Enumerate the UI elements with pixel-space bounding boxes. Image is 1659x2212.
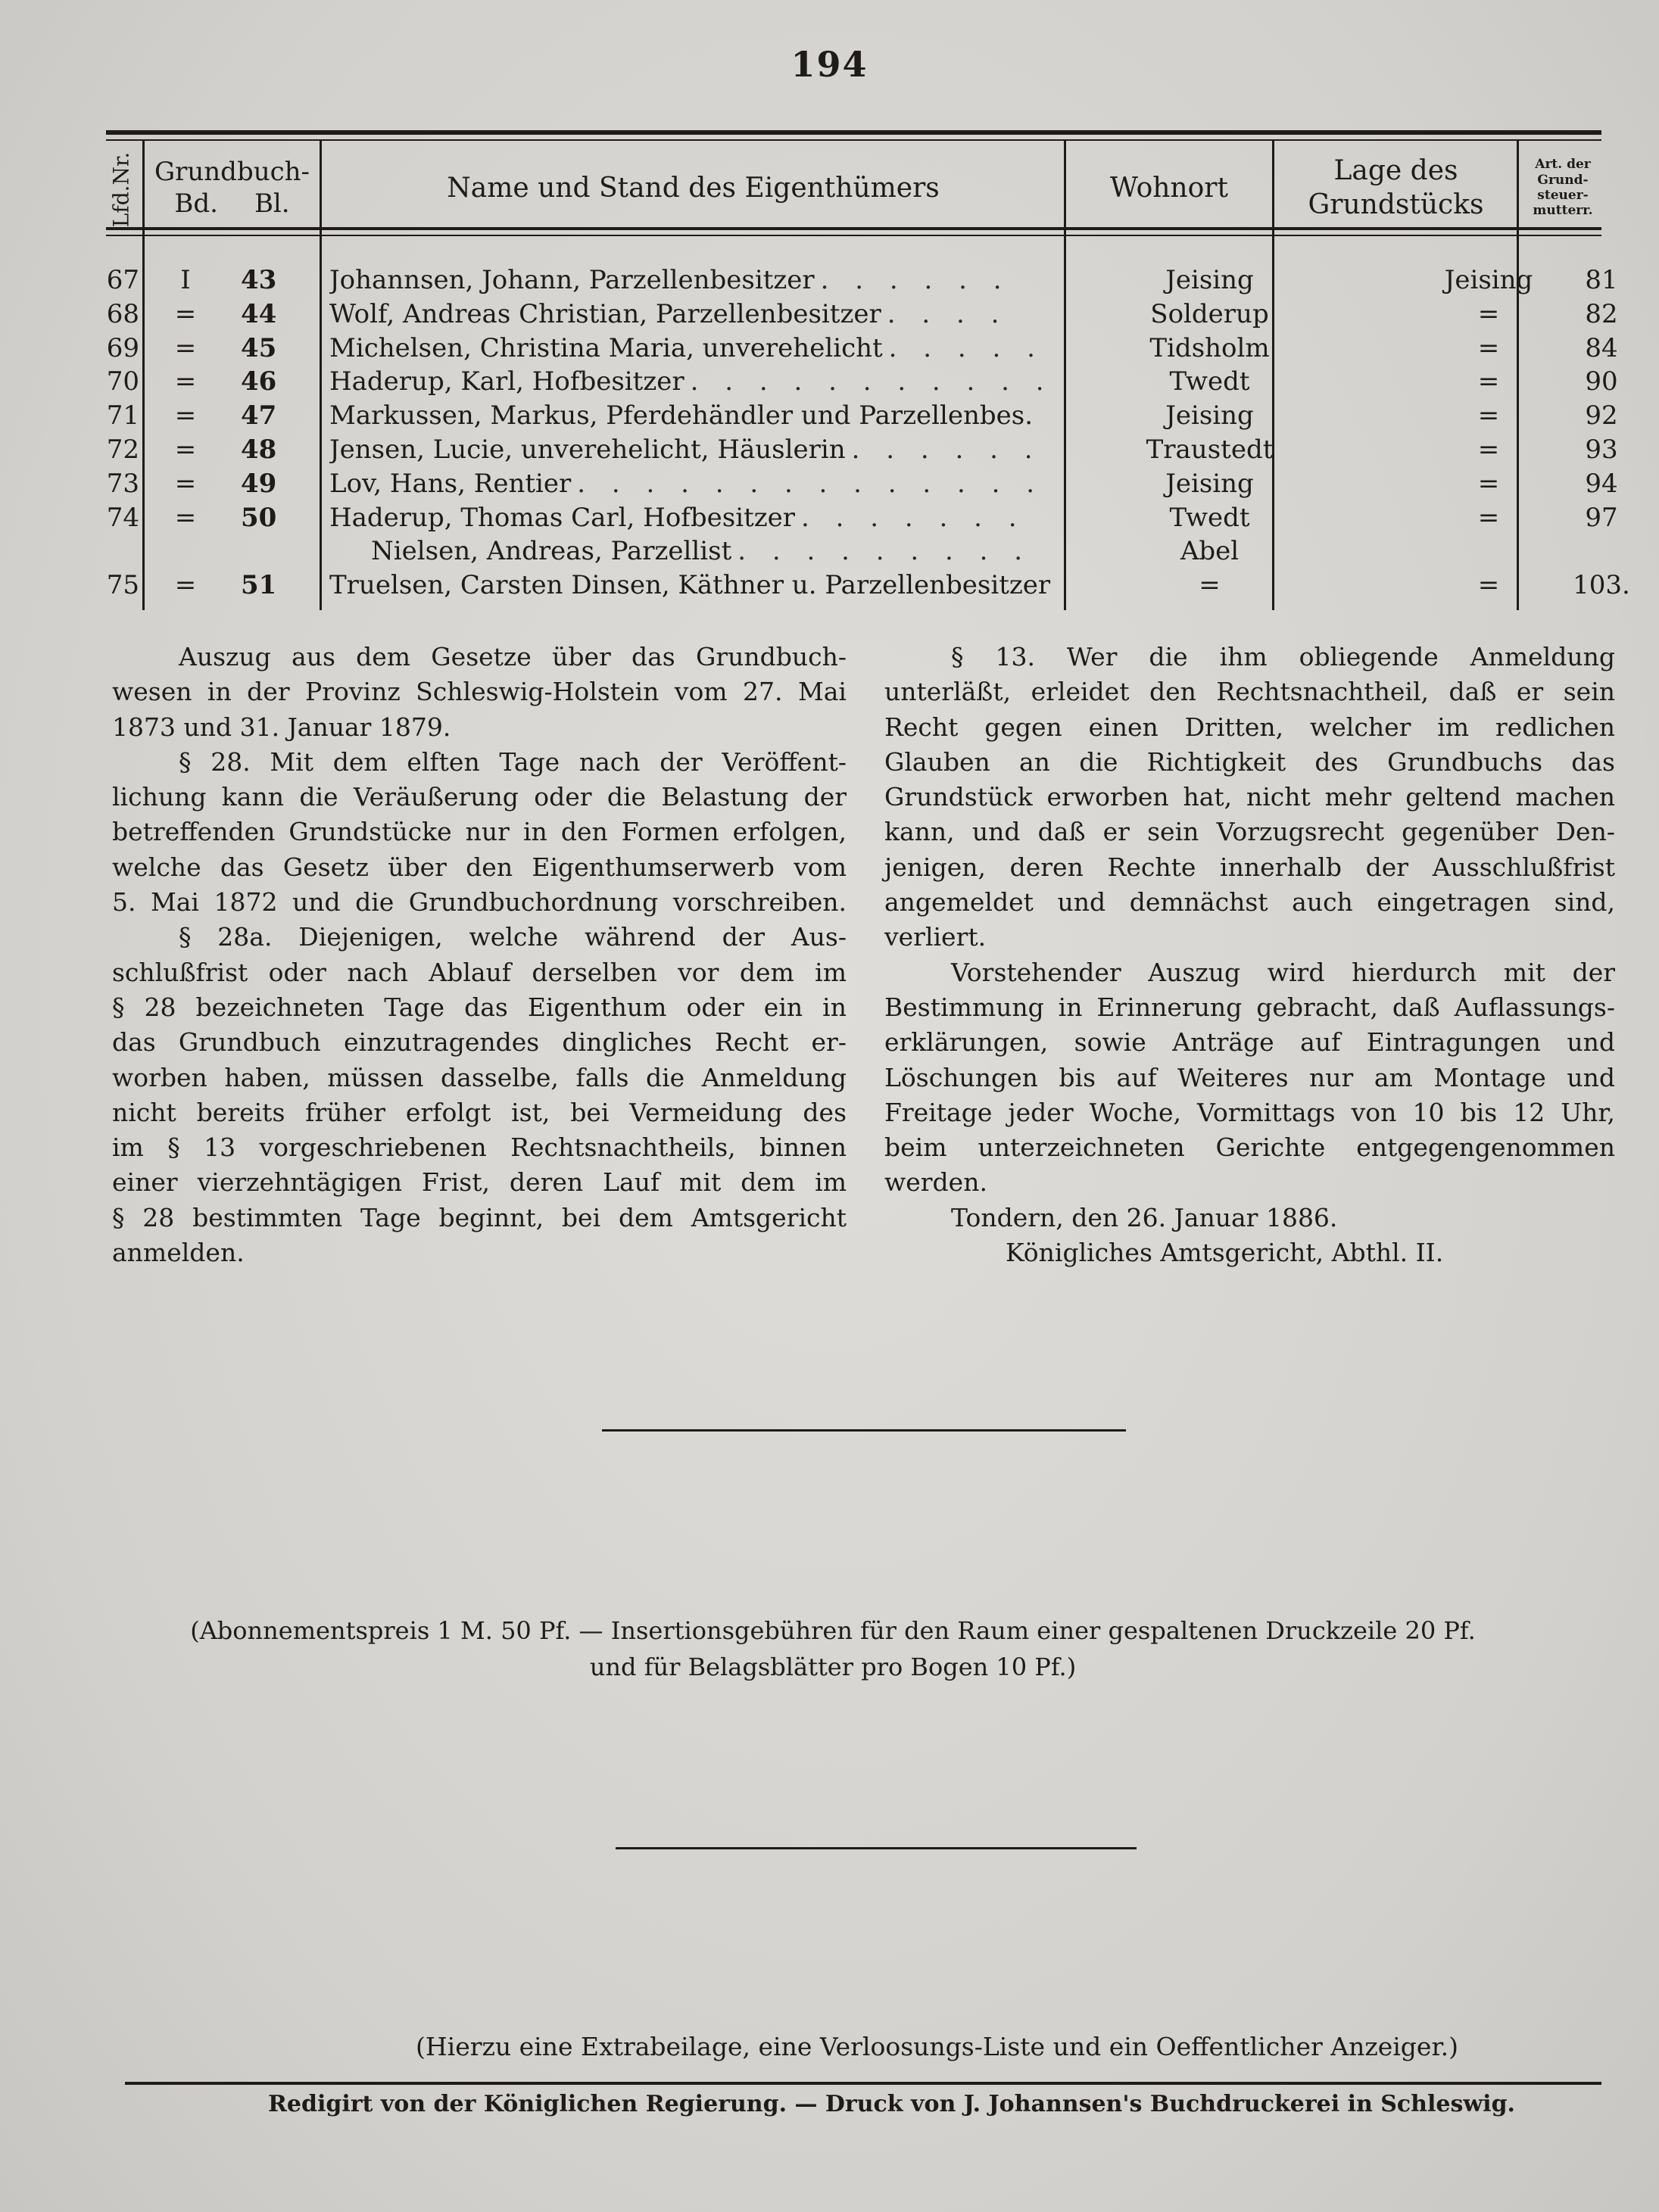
row-band: = (174, 332, 197, 363)
row-lage: = (1477, 468, 1500, 499)
row-leader-dots: . . . . . . . . . . . . . . (577, 468, 1044, 499)
row-art: 82 (1585, 298, 1618, 329)
row-leader-dots: . . . . . (888, 332, 1044, 363)
text-line: unterläßt, erleidet den Rechtsnachtheil, daß er sein (884, 677, 1615, 707)
row-art: 92 (1585, 400, 1618, 431)
footer-rule (125, 2082, 1601, 2085)
text-line: worben haben, müssen dasselbe, falls die Anmeldung (112, 1062, 847, 1092)
row-name-cell (329, 399, 1071, 432)
row-owner-name: Johannsen, Johann, Parzellenbesitzer (329, 265, 815, 295)
text-line: 5. Mai 1872 und die Grundbuchordnung vorschreiben. (112, 887, 847, 918)
subscription-notice (45, 1612, 1620, 1685)
row-blatt: 45 (241, 332, 277, 363)
page-number: 194 (791, 44, 868, 85)
text-line: Auszug aus dem Gesetze über das Grundbuch- (179, 642, 847, 671)
row-band: I (180, 265, 191, 295)
imprint-text: Redigirt von der Königlichen Regierung. — Druck von J. Johannsen's Buchdruckerei in Schleswig. (267, 2091, 1515, 2117)
row-wohnort: Twedt (1169, 366, 1250, 397)
text-line: § 13. Wer die ihm obliegende Anmeldung (951, 642, 1615, 671)
row-wohnort: Traustedt (1146, 435, 1274, 465)
row-owner-name: Truelsen, Carsten Dinsen, Käthner u. Parzellenbesitzer (329, 570, 1051, 601)
row-art: 103. (1573, 570, 1630, 601)
row-blatt: 50 (241, 502, 277, 533)
table-top-rule-thin (106, 139, 1601, 141)
row-owner-name: Haderup, Thomas Carl, Hofbesitzer (329, 502, 796, 533)
text-line: Grundstück erworben hat, nicht mehr geltend machen (884, 782, 1615, 812)
row-number: 69 (106, 332, 139, 363)
row-band: = (174, 298, 197, 329)
header-grundbuch (147, 145, 317, 230)
table-row (106, 534, 1601, 568)
text-line: 1873 und 31. Januar 1879. (112, 712, 451, 742)
row-name-cell (329, 569, 1071, 602)
table-row (106, 399, 1618, 432)
row-blatt: 51 (241, 570, 277, 601)
row-number: 70 (106, 366, 139, 397)
table-row (106, 569, 1630, 602)
row-name-cell (329, 298, 1071, 331)
header-art (1520, 145, 1605, 230)
row-wohnort: Tidsholm (1149, 332, 1270, 363)
table-row (106, 332, 1618, 365)
text-line: § 28 bestimmten Tage beginnt, bei dem Amtsgericht (112, 1202, 847, 1232)
text-line: § 28. Mit dem elften Tage nach der Veröffent- (179, 746, 847, 777)
row-art: 94 (1585, 468, 1618, 499)
table-row (106, 501, 1618, 534)
text-line: Freitage jeder Woche, Vormittags von 10 bis 12 Uhr, (884, 1097, 1615, 1127)
row-lage: = (1477, 332, 1500, 363)
row-owner-name: Michelsen, Christina Maria, unverehelicht (329, 332, 883, 363)
text-line: jenigen, deren Rechte innerhalb der Ausschlußfrist (884, 852, 1615, 882)
row-art: 97 (1585, 502, 1618, 533)
right-text-column (884, 640, 1615, 1270)
row-owner-name: Wolf, Andreas Christian, Parzellenbesitzer (329, 298, 881, 329)
text-line: angemeldet und demnächst auch eingetragen sind, (884, 887, 1615, 918)
text-line: schlußfrist oder nach Ablauf derselben vor dem im (112, 957, 847, 987)
header-lage-line2: Grundstücks (1308, 189, 1484, 220)
row-art: 93 (1585, 435, 1618, 465)
row-number: 71 (106, 400, 139, 431)
row-band: = (174, 502, 197, 533)
row-name-cell (329, 467, 1071, 500)
table-row (106, 433, 1618, 466)
text-line: lichung kann die Veräußerung oder die Belastung der (112, 782, 847, 812)
header-grundbuch-label: Grundbuch- (154, 156, 310, 187)
text-line: im § 13 vorgeschriebenen Rechtsnachtheils, binnen (112, 1132, 847, 1163)
header-lfd-nr-label: Lfd.Nr. (108, 151, 134, 227)
row-art: 81 (1585, 265, 1618, 295)
table-header-rule-thin (106, 235, 1601, 236)
row-wohnort: Abel (1180, 536, 1240, 567)
text-line: beim unterzeichneten Gerichte entgegengenommen (884, 1132, 1615, 1163)
row-number: 68 (106, 298, 139, 329)
header-name (324, 145, 1062, 230)
row-wohnort: Jeising (1165, 468, 1254, 499)
row-name-cell (329, 501, 1071, 534)
text-line: wesen in der Provinz Schleswig-Holstein vom 27. Mai (112, 677, 847, 707)
row-lage: = (1477, 298, 1500, 329)
row-blatt: 46 (241, 366, 277, 397)
row-lage: = (1477, 400, 1500, 431)
row-name-cell (329, 433, 1071, 466)
table-row (106, 298, 1618, 331)
subscription-line-2: und für Belagsblätter pro Bogen 10 Pf.) (589, 1653, 1077, 1681)
row-number: 75 (106, 570, 139, 601)
text-line: Vorstehender Auszug wird hierdurch mit der (951, 957, 1615, 987)
row-band: = (174, 468, 197, 499)
row-number: 67 (106, 265, 139, 295)
row-blatt: 48 (241, 435, 277, 465)
row-owner-name: Jensen, Lucie, unverehelicht, Häuslerin (329, 435, 846, 465)
court-signature: Königliches Amtsgericht, Abthl. II. (1006, 1238, 1444, 1268)
header-wohnort (1068, 145, 1271, 230)
row-name-cell (329, 534, 1113, 568)
imprint (106, 2086, 1601, 2123)
row-leader-dots: . . . . . . (820, 265, 1011, 295)
header-art-line2: Grund- (1537, 172, 1589, 188)
row-owner-name: Nielsen, Andreas, Parzellist (371, 536, 732, 567)
row-wohnort: Solderup (1150, 298, 1269, 329)
row-name-cell (329, 332, 1071, 365)
row-owner-name: Lov, Hans, Rentier (329, 468, 572, 499)
row-lage: = (1477, 435, 1500, 465)
header-art-line1: Art. der (1535, 157, 1591, 173)
table-top-rule (106, 130, 1601, 135)
row-wohnort: Twedt (1169, 502, 1250, 533)
row-art: 90 (1585, 366, 1618, 397)
header-name-label: Name und Stand des Eigenthümers (447, 172, 940, 204)
text-line: Löschungen bis auf Weiteres nur am Montage und (884, 1062, 1615, 1092)
header-lfd-nr (106, 148, 136, 230)
header-wohnort-label: Wohnort (1110, 172, 1228, 204)
row-number: 74 (106, 502, 139, 533)
text-line: das Grundbuch einzutragendes dingliches Recht er- (112, 1027, 847, 1058)
text-line: werden. (884, 1167, 987, 1198)
section-divider-2 (616, 1847, 1137, 1849)
row-band: = (174, 435, 197, 465)
row-number: 73 (106, 468, 139, 499)
supplement-note (106, 2029, 1601, 2065)
supplement-text: (Hierzu eine Extrabeilage, eine Verloosungs-Liste und ein Oeffentlicher Anzeiger.) (416, 2032, 1458, 2061)
text-line: verliert. (884, 922, 987, 952)
text-line: anmelden. (112, 1238, 245, 1268)
subscription-line-1: (Abonnementspreis 1 M. 50 Pf. — Insertionsgebühren für den Raum einer gespaltenen Druckzeile 20 Pf. (190, 1616, 1476, 1645)
row-owner-name: Haderup, Karl, Hofbesitzer (329, 366, 684, 397)
text-line: Glauben an die Richtigkeit des Grundbuchs das (884, 746, 1615, 777)
table-row (106, 263, 1618, 297)
text-line: welche das Gesetz über den Eigenthumserwerb vom (112, 852, 847, 882)
row-art: 84 (1585, 332, 1618, 363)
row-number: 72 (106, 435, 139, 465)
text-line: § 28 bezeichneten Tage das Eigenthum oder ein in (112, 992, 847, 1022)
row-leader-dots: . . . . . . (851, 435, 1042, 465)
section-divider (602, 1429, 1126, 1432)
row-lage: = (1477, 570, 1500, 601)
table-row (106, 365, 1618, 398)
text-line: einer vierzehntägigen Frist, deren Lauf mit dem im (112, 1167, 847, 1198)
date-line: Tondern, den 26. Januar 1886. (951, 1202, 1338, 1232)
row-name-cell (329, 263, 1071, 297)
text-line: § 28a. Diejenigen, welche während der Aus- (179, 922, 847, 952)
row-blatt: 49 (241, 468, 277, 499)
row-band: = (174, 570, 197, 601)
row-blatt: 43 (241, 265, 277, 295)
row-name-cell (329, 365, 1071, 398)
row-blatt: 44 (241, 298, 277, 329)
header-bd-bl (174, 188, 289, 220)
text-line: nicht bereits früher erfolgt ist, bei Vermeidung des (112, 1097, 847, 1127)
text-line: Recht gegen einen Dritten, welcher im redlichen (884, 712, 1615, 742)
table-row (106, 467, 1618, 500)
text-line: betreffenden Grundstücke nur in den Formen erfolgen, (112, 817, 847, 847)
row-wohnort: = (1199, 570, 1221, 601)
header-art-line3: steuer- (1537, 188, 1589, 203)
row-wohnort: Jeising (1165, 400, 1254, 431)
row-lage: Jeising (1444, 265, 1533, 295)
header-bl: Bl. (254, 188, 290, 219)
row-wohnort: Jeising (1165, 265, 1254, 295)
text-line: Bestimmung in Erinnerung gebracht, daß Auflassungs- (884, 992, 1615, 1022)
header-lage (1277, 145, 1515, 230)
row-band: = (174, 366, 197, 397)
row-leader-dots: . . . . . . . . . (738, 536, 1031, 567)
row-owner-name: Markussen, Markus, Pferdehändler und Parzellenbes. (329, 400, 1034, 431)
row-leader-dots: . . . . . . . (801, 502, 1026, 533)
row-leader-dots: . . . . (887, 298, 1009, 329)
text-line: kann, und daß er sein Vorzugsrecht gegenüber Den- (884, 817, 1615, 847)
row-lage: = (1477, 502, 1500, 533)
row-leader-dots: . . . . . . . . . . . (690, 366, 1053, 397)
text-line: erklärungen, sowie Anträge auf Eintragungen und (884, 1027, 1615, 1058)
row-band: = (174, 400, 197, 431)
header-lage-line1: Lage des (1333, 155, 1458, 186)
left-text-column (112, 640, 847, 1270)
row-blatt: 47 (241, 400, 277, 431)
header-art-line4: mutterr. (1533, 203, 1593, 219)
header-bd: Bd. (174, 188, 218, 219)
row-lage: = (1477, 366, 1500, 397)
